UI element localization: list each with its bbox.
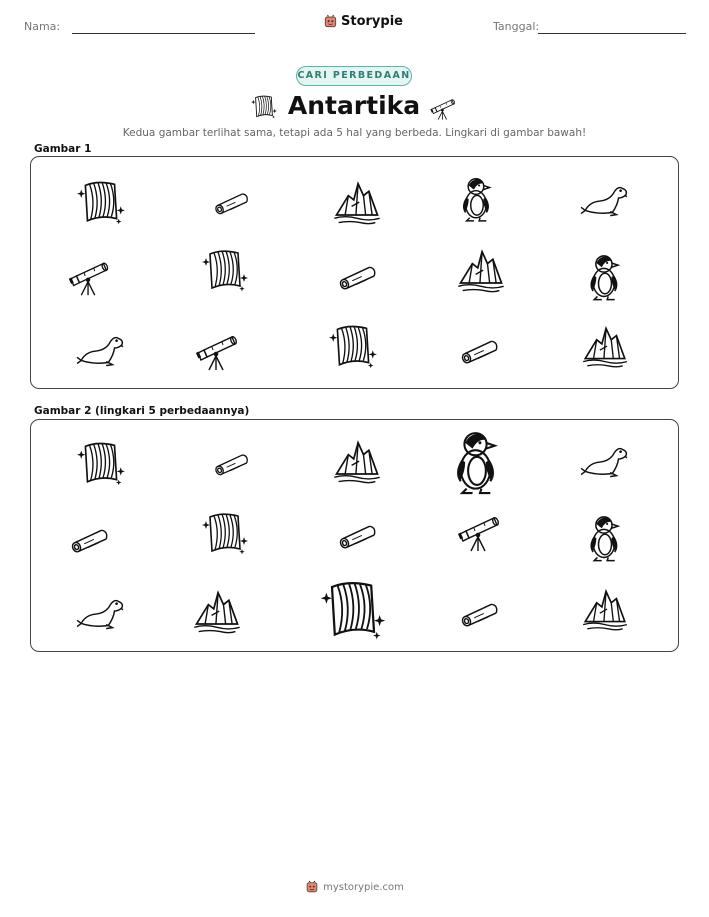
storypie-logo-icon — [323, 14, 338, 29]
title-telescope-icon — [428, 92, 458, 122]
brand-name: Storypie — [341, 14, 403, 29]
telescope-icon — [65, 251, 113, 299]
iceberg-icon — [454, 242, 508, 296]
panel2-cell[interactable] — [201, 434, 261, 490]
panel1-cell — [195, 241, 255, 297]
seal-icon — [579, 434, 631, 486]
footer-site: mystorypie.com — [323, 881, 404, 893]
penguin-icon — [578, 511, 632, 565]
title-aurora-icon — [250, 92, 278, 120]
aurora-icon — [200, 507, 250, 557]
panel2-cell[interactable] — [71, 434, 131, 490]
seal-icon — [75, 586, 127, 638]
storypie-logo-icon — [305, 880, 319, 894]
panel2-cell[interactable] — [449, 502, 509, 558]
telescope-icon — [454, 505, 504, 555]
panel2-picture — [30, 419, 679, 652]
panel2-cell[interactable] — [439, 424, 515, 500]
penguin-icon — [578, 250, 632, 304]
log-icon — [209, 440, 253, 484]
panel1-cell — [575, 249, 635, 305]
log-icon — [209, 179, 253, 223]
penguin-icon — [451, 173, 503, 225]
log-icon — [455, 325, 503, 373]
panel1-picture — [30, 156, 679, 389]
panel1-cell — [201, 173, 261, 229]
panel2-cell[interactable] — [315, 570, 391, 646]
panel1-cell — [327, 247, 387, 303]
iceberg-icon — [330, 174, 384, 228]
iceberg-icon — [190, 583, 244, 637]
panel1-cell — [71, 321, 131, 377]
panel1-cell — [59, 247, 119, 303]
panel2-label: Gambar 2 (lingkari 5 perbedaannya) — [34, 405, 250, 417]
panel2-cell[interactable] — [449, 584, 509, 640]
iceberg-icon — [330, 433, 384, 487]
aurora-icon — [318, 573, 388, 643]
log-icon — [455, 588, 503, 636]
panel1-cell — [451, 241, 511, 297]
brand-logo — [323, 14, 403, 29]
date-field[interactable] — [538, 33, 686, 34]
penguin-icon — [440, 425, 514, 499]
log-icon — [333, 510, 381, 558]
activity-badge: CARI PERBEDAAN — [296, 66, 412, 86]
name-field[interactable] — [72, 33, 255, 34]
panel1-cell — [575, 317, 635, 373]
panel2-cell[interactable] — [327, 432, 387, 488]
panel2-cell[interactable] — [71, 584, 131, 640]
panel1-cell — [447, 171, 507, 227]
aurora-icon — [75, 436, 127, 488]
date-label: Tanggal: — [493, 20, 540, 33]
log-icon — [333, 251, 381, 299]
instruction-text: Kedua gambar terlihat sama, tetapi ada 5 hal yang berbeda. Lingkari di gambar bawah! — [122, 127, 587, 139]
panel2-cell[interactable] — [575, 432, 635, 488]
panel2-cell[interactable] — [195, 504, 255, 560]
panel1-cell — [449, 321, 509, 377]
page-title: Antartika — [287, 91, 421, 120]
telescope-icon — [192, 324, 242, 374]
panel1-cell — [327, 173, 387, 229]
panel1-label: Gambar 1 — [34, 143, 92, 155]
aurora-icon — [75, 175, 127, 227]
panel1-cell — [323, 317, 383, 373]
panel2-cell[interactable] — [59, 510, 119, 566]
panel2-cell[interactable] — [327, 506, 387, 562]
seal-icon — [75, 323, 127, 375]
name-label: Nama: — [24, 20, 61, 33]
seal-icon — [579, 173, 631, 225]
panel2-cell[interactable] — [187, 582, 247, 638]
aurora-icon — [327, 319, 379, 371]
iceberg-icon — [579, 582, 631, 634]
panel1-cell — [187, 321, 247, 377]
footer — [0, 880, 709, 894]
panel2-cell[interactable] — [575, 510, 635, 566]
aurora-icon — [200, 244, 250, 294]
iceberg-icon — [579, 319, 631, 371]
panel1-cell — [575, 171, 635, 227]
panel2-cell[interactable] — [575, 580, 635, 636]
panel1-cell — [71, 173, 131, 229]
log-icon — [65, 514, 113, 562]
